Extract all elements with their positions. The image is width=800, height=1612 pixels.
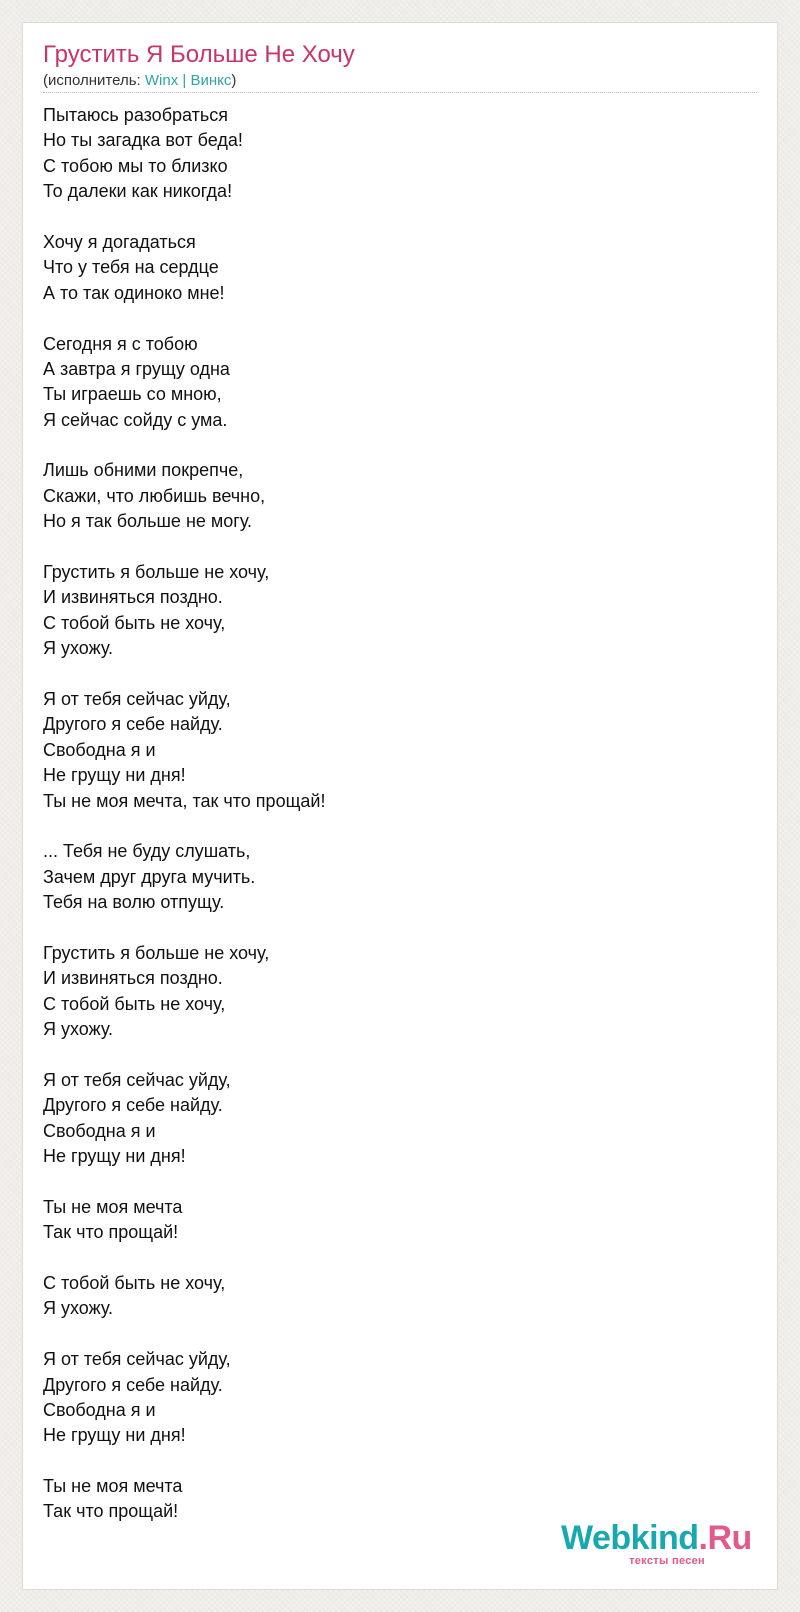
stanza-break	[43, 1169, 743, 1194]
lyric-line: Не грущу ни дня!	[43, 765, 186, 786]
lyric-line: Другого я себе найду.	[43, 714, 223, 735]
stanza-break	[43, 1322, 743, 1347]
stanza	[43, 1195, 743, 1246]
lyric-line: С тобой быть не хочу,	[43, 1272, 226, 1293]
lyric-line: Я от тебя сейчас уйду,	[43, 1069, 231, 1090]
lyric-line: Свободна я и	[43, 1120, 156, 1141]
lyric-line: Я ухожу.	[43, 1019, 114, 1040]
logo-name: Webkind	[561, 1519, 699, 1557]
lyric-line: Зачем друг друга мучить.	[43, 866, 256, 887]
lyric-line: Ты не моя мечта	[43, 1476, 183, 1497]
logo-tld: Ru	[707, 1519, 752, 1557]
stanza-break	[43, 662, 743, 687]
stanza-break	[43, 535, 743, 560]
lyric-line: Лишь обними покрепче,	[43, 460, 244, 481]
stanza-break	[43, 1246, 743, 1271]
lyric-line: Другого я себе найду.	[43, 1374, 223, 1395]
lyric-line: Ты играешь со мною,	[43, 384, 222, 405]
artist-prefix: (исполнитель:	[43, 72, 145, 89]
stanza	[43, 458, 743, 534]
lyric-line: Скажи, что любишь вечно,	[43, 485, 266, 506]
lyric-line: Я ухожу.	[43, 638, 114, 659]
lyric-line: Тебя на волю отпущу.	[43, 892, 225, 913]
lyric-line: Ты не моя мечта, так что прощай!	[43, 790, 326, 811]
lyric-line: С тобой быть не хочу,	[43, 993, 226, 1014]
logo-wordmark	[561, 1521, 751, 1555]
dotted-divider	[43, 92, 757, 93]
lyric-line: Я сейчас сойду с ума.	[43, 409, 228, 430]
stanza-break	[43, 205, 743, 230]
lyric-line: Не грущу ни дня!	[43, 1146, 186, 1167]
lyric-line: Не грущу ни дня!	[43, 1425, 186, 1446]
lyric-line: Но ты загадка вот беда!	[43, 130, 243, 151]
lyric-line: Свободна я и	[43, 1399, 156, 1420]
lyric-line: ... Тебя не буду слушать,	[43, 841, 251, 862]
lyric-line: А завтра я грущу одна	[43, 358, 230, 379]
lyric-line: Так что прощай!	[43, 1501, 179, 1522]
lyrics-card	[22, 22, 778, 1590]
stanza-break	[43, 1449, 743, 1474]
stanza-break	[43, 1042, 743, 1067]
lyric-line: Так что прощай!	[43, 1222, 179, 1243]
stanza	[43, 1068, 743, 1170]
lyric-line: Грустить я больше не хочу,	[43, 562, 270, 583]
lyric-line: Я от тебя сейчас уйду,	[43, 688, 231, 709]
stanza-break	[43, 306, 743, 331]
lyric-line: С тобой быть не хочу,	[43, 612, 226, 633]
lyric-line: Грустить я больше не хочу,	[43, 942, 270, 963]
lyric-line: То далеки как никогда!	[43, 181, 233, 202]
stanza-break	[43, 916, 743, 941]
stanza	[43, 687, 743, 814]
stanza	[43, 1271, 743, 1322]
artist-link[interactable]: Winx | Винкс	[144, 72, 232, 89]
stanza	[43, 332, 743, 434]
stanza	[43, 941, 743, 1043]
song-title: Грустить Я Больше Не Хочу	[43, 41, 355, 68]
logo-dot: .	[698, 1519, 708, 1557]
stanza-break	[43, 814, 743, 839]
stanza	[43, 230, 743, 306]
lyric-line: Я ухожу.	[43, 1298, 114, 1319]
lyric-line: Я от тебя сейчас уйду,	[43, 1349, 231, 1370]
stanza	[43, 839, 743, 915]
lyric-line: Ты не моя мечта	[43, 1196, 183, 1217]
lyric-line: Пытаюсь разобраться	[43, 105, 228, 125]
lyrics-text	[43, 103, 743, 1525]
logo-tagline: тексты песен	[629, 1555, 705, 1567]
artist-line	[43, 72, 236, 90]
stanza	[43, 103, 743, 205]
lyric-line: Что у тебя на сердце	[43, 257, 219, 278]
lyric-line: А то так одиноко мне!	[43, 282, 225, 303]
stanza	[43, 1347, 743, 1449]
artist-suffix: )	[231, 72, 237, 89]
stanza	[43, 1474, 743, 1525]
lyric-line: Сегодня я с тобою	[43, 333, 198, 354]
lyric-line: С тобою мы то близко	[43, 155, 228, 176]
lyric-line: Но я так больше не могу.	[43, 511, 253, 532]
lyric-line: И извиняться поздно.	[43, 587, 223, 608]
stanza	[43, 560, 743, 662]
lyric-line: Свободна я и	[43, 739, 156, 760]
lyric-line: Хочу я догадаться	[43, 231, 196, 252]
site-logo[interactable]	[561, 1521, 751, 1567]
stanza-break	[43, 433, 743, 458]
lyric-line: И извиняться поздно.	[43, 968, 223, 989]
lyric-line: Другого я себе найду.	[43, 1095, 223, 1116]
